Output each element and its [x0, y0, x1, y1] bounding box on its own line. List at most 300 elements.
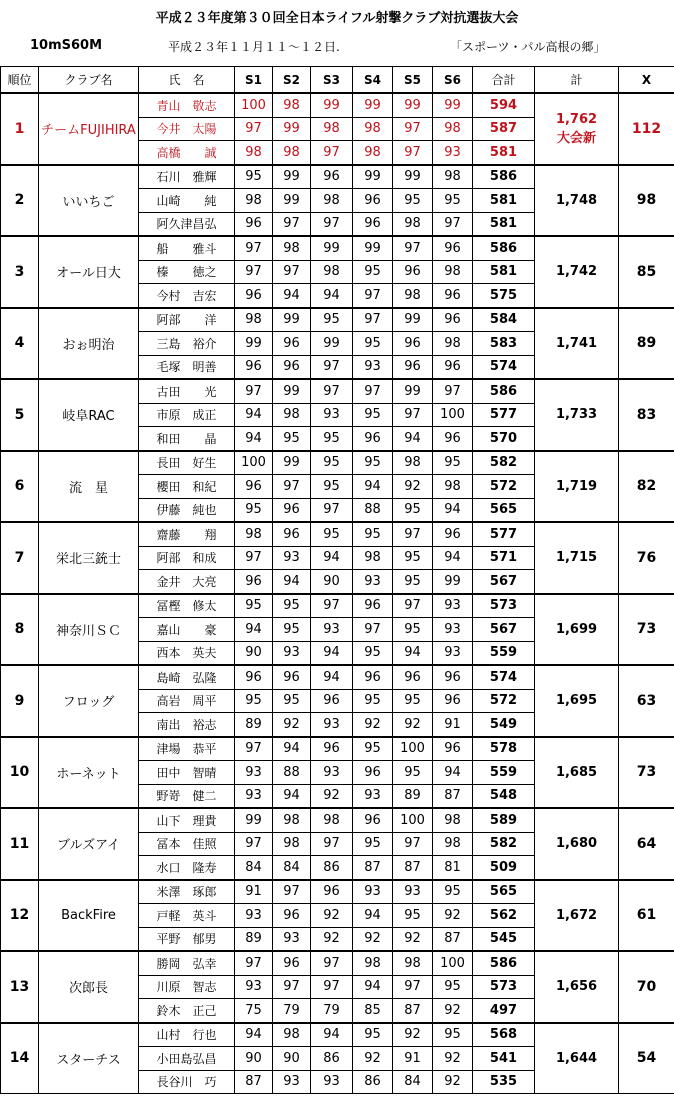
series-score-s1: 96 [235, 475, 273, 499]
series-score-s3: 93 [311, 1070, 353, 1094]
shooter-total: 562 [473, 904, 535, 928]
team-grand-total [535, 808, 619, 880]
series-score-s3: 92 [311, 904, 353, 928]
team-club: フロッグ [39, 665, 139, 737]
series-score-s5: 92 [393, 475, 433, 499]
series-score-s2: 96 [273, 951, 311, 975]
series-score-s1: 100 [235, 93, 273, 117]
series-score-s6: 99 [433, 570, 473, 594]
shooter-total: 567 [473, 570, 535, 594]
series-score-s1: 87 [235, 1070, 273, 1094]
team-club: 流 星 [39, 451, 139, 523]
shooter-total: 570 [473, 427, 535, 451]
series-score-s1: 97 [235, 832, 273, 856]
col-total: 合計 [473, 67, 535, 94]
series-score-s4: 96 [353, 808, 393, 832]
series-score-s1: 90 [235, 641, 273, 665]
series-score-s3: 95 [311, 475, 353, 499]
series-score-s2: 93 [273, 546, 311, 570]
series-score-s5: 96 [393, 332, 433, 356]
series-score-s4: 87 [353, 856, 393, 880]
series-score-s3: 98 [311, 117, 353, 141]
table-row [1, 93, 674, 117]
series-score-s2: 94 [273, 284, 311, 308]
series-score-s4: 95 [353, 1023, 393, 1047]
series-score-s6: 97 [433, 379, 473, 403]
series-score-s4: 98 [353, 141, 393, 165]
series-score-s6: 87 [433, 784, 473, 808]
series-score-s6: 96 [433, 284, 473, 308]
series-score-s1: 95 [235, 498, 273, 522]
team-grand-value: 1,695 [555, 693, 598, 709]
series-score-s3: 97 [311, 832, 353, 856]
series-score-s2: 93 [273, 641, 311, 665]
shooter-total: 581 [473, 189, 535, 213]
team-club: ホーネット [39, 737, 139, 809]
series-score-s5: 92 [393, 927, 433, 951]
table-row [1, 737, 674, 761]
team-rank: 8 [1, 594, 39, 666]
series-score-s2: 95 [273, 689, 311, 713]
team-grand-value: 1,699 [555, 621, 598, 637]
series-score-s1: 98 [235, 141, 273, 165]
shooter-name: 古田 光 [139, 379, 235, 403]
team-club: 神奈川ＳＣ [39, 594, 139, 666]
series-score-s1: 84 [235, 856, 273, 880]
team-club: オール日大 [39, 236, 139, 308]
team-club: おぉ明治 [39, 308, 139, 380]
event-date: 平成２３年１１月１１～１２日. [168, 40, 340, 54]
series-score-s5: 92 [393, 713, 433, 737]
series-score-s4: 99 [353, 236, 393, 260]
shooter-total: 567 [473, 618, 535, 642]
series-score-s1: 96 [235, 355, 273, 379]
series-score-s2: 99 [273, 189, 311, 213]
table-row [1, 951, 674, 975]
series-score-s4: 96 [353, 761, 393, 785]
col-s3: S3 [311, 67, 353, 94]
table-row [1, 379, 674, 403]
shooter-name: 長田 好生 [139, 451, 235, 475]
shooter-total: 549 [473, 713, 535, 737]
shooter-total: 586 [473, 379, 535, 403]
series-score-s4: 92 [353, 927, 393, 951]
series-score-s3: 94 [311, 641, 353, 665]
team-club: 岐阜RAC [39, 379, 139, 451]
series-score-s3: 90 [311, 570, 353, 594]
series-score-s6: 81 [433, 856, 473, 880]
shooter-total: 575 [473, 284, 535, 308]
shooter-name: 山崎 純 [139, 189, 235, 213]
series-score-s2: 98 [273, 236, 311, 260]
series-score-s2: 98 [273, 1023, 311, 1047]
team-grand-total [535, 951, 619, 1023]
table-row [1, 665, 674, 689]
shooter-name: 阿部 洋 [139, 308, 235, 332]
document-header [0, 0, 674, 66]
series-score-s1: 89 [235, 927, 273, 951]
series-score-s2: 95 [273, 594, 311, 618]
series-score-s1: 93 [235, 761, 273, 785]
series-score-s5: 95 [393, 498, 433, 522]
table-row [1, 1023, 674, 1047]
shooter-total: 565 [473, 498, 535, 522]
series-score-s4: 92 [353, 1047, 393, 1071]
series-score-s6: 98 [433, 832, 473, 856]
series-score-s5: 92 [393, 1023, 433, 1047]
team-x-count: 85 [619, 236, 674, 308]
series-score-s6: 96 [433, 427, 473, 451]
series-score-s2: 99 [273, 117, 311, 141]
series-score-s4: 93 [353, 355, 393, 379]
team-grand-total [535, 665, 619, 737]
table-row [1, 808, 674, 832]
series-score-s3: 97 [311, 951, 353, 975]
series-score-s3: 93 [311, 618, 353, 642]
series-score-s5: 99 [393, 308, 433, 332]
shooter-name: 勝岡 弘幸 [139, 951, 235, 975]
table-row [1, 880, 674, 904]
team-grand-total [535, 165, 619, 237]
shooter-total: 573 [473, 594, 535, 618]
series-score-s2: 93 [273, 927, 311, 951]
series-score-s6: 98 [433, 117, 473, 141]
series-score-s3: 79 [311, 999, 353, 1023]
series-score-s5: 95 [393, 189, 433, 213]
results-table [0, 66, 674, 1094]
series-score-s5: 95 [393, 546, 433, 570]
team-rank: 10 [1, 737, 39, 809]
team-rank: 2 [1, 165, 39, 237]
shooter-total: 568 [473, 1023, 535, 1047]
shooter-name: 市原 成正 [139, 403, 235, 427]
team-grand-value: 1,644 [555, 1050, 598, 1066]
shooter-total: 545 [473, 927, 535, 951]
series-score-s6: 100 [433, 403, 473, 427]
team-x-count: 73 [619, 594, 674, 666]
shooter-name: 齋藤 翔 [139, 522, 235, 546]
series-score-s6: 87 [433, 927, 473, 951]
series-score-s6: 94 [433, 498, 473, 522]
series-score-s4: 97 [353, 618, 393, 642]
shooter-total: 565 [473, 880, 535, 904]
series-score-s3: 93 [311, 713, 353, 737]
shooter-name: 西本 英夫 [139, 641, 235, 665]
series-score-s4: 94 [353, 975, 393, 999]
series-score-s6: 98 [433, 165, 473, 189]
series-score-s1: 93 [235, 904, 273, 928]
series-score-s1: 97 [235, 737, 273, 761]
shooter-name: 高橋 誠 [139, 141, 235, 165]
shooter-total: 548 [473, 784, 535, 808]
series-score-s5: 100 [393, 808, 433, 832]
series-score-s2: 97 [273, 975, 311, 999]
series-score-s2: 96 [273, 498, 311, 522]
table-header-row [1, 67, 674, 94]
series-score-s4: 95 [353, 451, 393, 475]
series-score-s1: 89 [235, 713, 273, 737]
series-score-s6: 96 [433, 665, 473, 689]
team-grand-total [535, 880, 619, 952]
team-rank: 3 [1, 236, 39, 308]
series-score-s1: 94 [235, 403, 273, 427]
team-x-count: 89 [619, 308, 674, 380]
shooter-name: 津場 恭平 [139, 737, 235, 761]
results-body [1, 93, 674, 1094]
series-score-s4: 97 [353, 379, 393, 403]
series-score-s2: 96 [273, 904, 311, 928]
shooter-total: 586 [473, 165, 535, 189]
series-score-s1: 98 [235, 308, 273, 332]
shooter-total: 584 [473, 308, 535, 332]
series-score-s6: 93 [433, 641, 473, 665]
series-score-s6: 95 [433, 189, 473, 213]
team-grand-value: 1,656 [555, 979, 598, 995]
shooter-name: 阿部 和成 [139, 546, 235, 570]
series-score-s2: 99 [273, 308, 311, 332]
series-score-s3: 95 [311, 308, 353, 332]
team-club: 栄北三銃士 [39, 522, 139, 594]
series-score-s4: 97 [353, 284, 393, 308]
series-score-s1: 97 [235, 951, 273, 975]
team-grand-total [535, 379, 619, 451]
series-score-s5: 87 [393, 856, 433, 880]
series-score-s6: 97 [433, 212, 473, 236]
series-score-s4: 96 [353, 427, 393, 451]
col-s2: S2 [273, 67, 311, 94]
shooter-total: 509 [473, 856, 535, 880]
series-score-s4: 98 [353, 951, 393, 975]
series-score-s1: 94 [235, 618, 273, 642]
series-score-s4: 86 [353, 1070, 393, 1094]
shooter-name: 阿久津昌弘 [139, 212, 235, 236]
shooter-name: 南出 裕志 [139, 713, 235, 737]
shooter-name: 毛塚 明善 [139, 355, 235, 379]
series-score-s5: 99 [393, 165, 433, 189]
series-score-s3: 95 [311, 427, 353, 451]
series-score-s4: 94 [353, 904, 393, 928]
series-score-s1: 98 [235, 189, 273, 213]
series-score-s3: 97 [311, 355, 353, 379]
shooter-name: 高岩 周平 [139, 689, 235, 713]
series-score-s2: 96 [273, 665, 311, 689]
shooter-name: 嘉山 豪 [139, 618, 235, 642]
col-s5: S5 [393, 67, 433, 94]
series-score-s3: 86 [311, 856, 353, 880]
table-row [1, 165, 674, 189]
shooter-total: 559 [473, 761, 535, 785]
shooter-name: 戸軽 英斗 [139, 904, 235, 928]
series-score-s4: 96 [353, 665, 393, 689]
team-grand-value: 1,715 [555, 550, 598, 566]
series-score-s2: 97 [273, 212, 311, 236]
series-score-s6: 94 [433, 761, 473, 785]
series-score-s1: 98 [235, 522, 273, 546]
series-score-s4: 95 [353, 737, 393, 761]
shooter-name: 青山 敬志 [139, 93, 235, 117]
shooter-total: 582 [473, 832, 535, 856]
series-score-s1: 96 [235, 570, 273, 594]
team-rank: 6 [1, 451, 39, 523]
series-score-s6: 92 [433, 1070, 473, 1094]
series-score-s2: 95 [273, 618, 311, 642]
series-score-s1: 97 [235, 236, 273, 260]
page-title: 平成２３年度第３０回全日本ライフル射撃クラブ対抗選抜大会 [155, 11, 519, 26]
shooter-name: 冨樫 修太 [139, 594, 235, 618]
series-score-s3: 98 [311, 189, 353, 213]
series-score-s6: 94 [433, 546, 473, 570]
shooter-total: 573 [473, 975, 535, 999]
series-score-s6: 95 [433, 975, 473, 999]
series-score-s4: 96 [353, 594, 393, 618]
team-grand-total [535, 522, 619, 594]
shooter-name: 三島 裕介 [139, 332, 235, 356]
series-score-s4: 98 [353, 546, 393, 570]
shooter-name: 山下 理貴 [139, 808, 235, 832]
series-score-s3: 86 [311, 1047, 353, 1071]
team-x-count: 64 [619, 808, 674, 880]
series-score-s5: 94 [393, 641, 433, 665]
series-score-s4: 93 [353, 570, 393, 594]
series-score-s2: 88 [273, 761, 311, 785]
series-score-s4: 95 [353, 332, 393, 356]
shooter-total: 594 [473, 93, 535, 117]
event-venue: 「スポーツ・パル高根の郷」 [450, 40, 606, 54]
series-score-s4: 95 [353, 522, 393, 546]
shooter-name: 長谷川 巧 [139, 1070, 235, 1094]
series-score-s2: 79 [273, 999, 311, 1023]
team-grand-value: 1,733 [555, 407, 598, 423]
series-score-s6: 92 [433, 999, 473, 1023]
shooter-total: 574 [473, 355, 535, 379]
series-score-s2: 96 [273, 355, 311, 379]
col-name: 氏 名 [139, 67, 235, 94]
team-rank: 1 [1, 93, 39, 165]
series-score-s1: 95 [235, 689, 273, 713]
series-score-s3: 94 [311, 546, 353, 570]
series-score-s5: 98 [393, 284, 433, 308]
team-grand-value: 1,719 [555, 478, 598, 494]
series-score-s5: 97 [393, 832, 433, 856]
shooter-name: 伊藤 純也 [139, 498, 235, 522]
shooter-name: 川原 智志 [139, 975, 235, 999]
col-s1: S1 [235, 67, 273, 94]
series-score-s6: 98 [433, 475, 473, 499]
series-score-s1: 96 [235, 284, 273, 308]
record-note: 大会新 [556, 130, 596, 146]
series-score-s4: 99 [353, 93, 393, 117]
shooter-name: 石川 雅輝 [139, 165, 235, 189]
series-score-s1: 95 [235, 594, 273, 618]
series-score-s1: 99 [235, 332, 273, 356]
series-score-s4: 99 [353, 165, 393, 189]
series-score-s2: 98 [273, 808, 311, 832]
series-score-s2: 97 [273, 475, 311, 499]
shooter-name: 今井 太陽 [139, 117, 235, 141]
series-score-s3: 99 [311, 236, 353, 260]
series-score-s1: 97 [235, 117, 273, 141]
series-score-s3: 96 [311, 880, 353, 904]
team-grand-value: 1,685 [555, 764, 598, 780]
shooter-total: 578 [473, 737, 535, 761]
shooter-total: 571 [473, 546, 535, 570]
series-score-s3: 97 [311, 975, 353, 999]
series-score-s4: 95 [353, 641, 393, 665]
series-score-s4: 92 [353, 713, 393, 737]
shooter-total: 586 [473, 236, 535, 260]
series-score-s6: 95 [433, 451, 473, 475]
series-score-s5: 84 [393, 1070, 433, 1094]
series-score-s5: 95 [393, 904, 433, 928]
team-rank: 12 [1, 880, 39, 952]
col-rank: 順位 [1, 67, 39, 94]
series-score-s2: 96 [273, 332, 311, 356]
team-grand-value: 1,762 [555, 111, 598, 127]
series-score-s6: 96 [433, 737, 473, 761]
shooter-name: 今村 吉宏 [139, 284, 235, 308]
series-score-s3: 97 [311, 212, 353, 236]
series-score-s2: 92 [273, 713, 311, 737]
series-score-s5: 97 [393, 522, 433, 546]
series-score-s5: 95 [393, 618, 433, 642]
series-score-s2: 93 [273, 1070, 311, 1094]
series-score-s5: 98 [393, 212, 433, 236]
shooter-total: 574 [473, 665, 535, 689]
series-score-s5: 97 [393, 236, 433, 260]
shooter-total: 581 [473, 141, 535, 165]
series-score-s2: 99 [273, 451, 311, 475]
shooter-name: 水口 隆寿 [139, 856, 235, 880]
shooter-total: 587 [473, 117, 535, 141]
series-score-s1: 93 [235, 975, 273, 999]
series-score-s1: 95 [235, 165, 273, 189]
shooter-total: 581 [473, 212, 535, 236]
shooter-name: 野嵜 健二 [139, 784, 235, 808]
series-score-s2: 98 [273, 93, 311, 117]
series-score-s3: 96 [311, 689, 353, 713]
team-club: ブルズアイ [39, 808, 139, 880]
series-score-s3: 94 [311, 284, 353, 308]
shooter-name: 米澤 琢郎 [139, 880, 235, 904]
shooter-name: 山村 行也 [139, 1023, 235, 1047]
event-label: 10mS60M [30, 38, 103, 53]
series-score-s1: 75 [235, 999, 273, 1023]
series-score-s2: 84 [273, 856, 311, 880]
col-x: X [619, 67, 674, 94]
shooter-total: 583 [473, 332, 535, 356]
series-score-s5: 97 [393, 117, 433, 141]
series-score-s3: 97 [311, 594, 353, 618]
series-score-s5: 89 [393, 784, 433, 808]
series-score-s6: 96 [433, 522, 473, 546]
team-x-count: 70 [619, 951, 674, 1023]
team-grand-total [535, 308, 619, 380]
series-score-s6: 91 [433, 713, 473, 737]
series-score-s6: 98 [433, 260, 473, 284]
team-club: 次郎長 [39, 951, 139, 1023]
team-club: スターチス [39, 1023, 139, 1094]
series-score-s1: 97 [235, 260, 273, 284]
series-score-s3: 95 [311, 522, 353, 546]
series-score-s2: 96 [273, 522, 311, 546]
series-score-s3: 96 [311, 737, 353, 761]
series-score-s5: 97 [393, 594, 433, 618]
series-score-s3: 98 [311, 260, 353, 284]
series-score-s6: 93 [433, 618, 473, 642]
series-score-s6: 96 [433, 308, 473, 332]
series-score-s2: 99 [273, 165, 311, 189]
series-score-s3: 93 [311, 403, 353, 427]
